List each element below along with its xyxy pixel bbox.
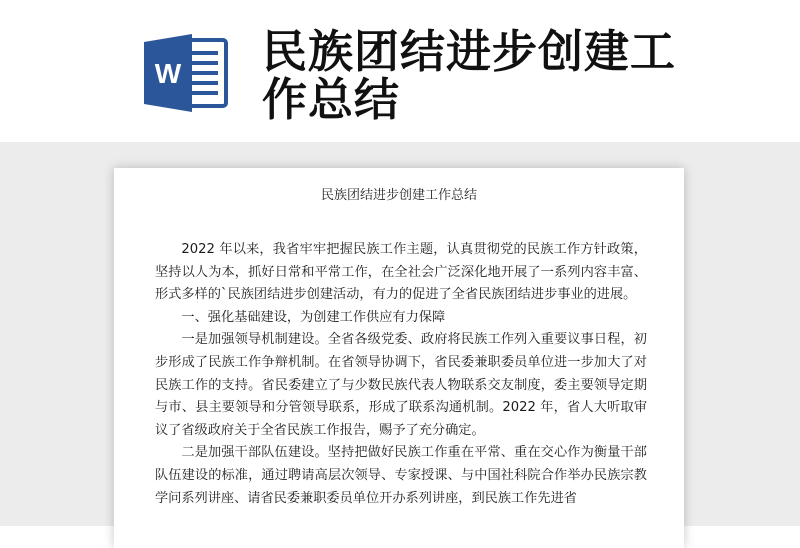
word-document-icon: [142, 32, 230, 114]
paragraph: 一是加强领导机制建设。全省各级党委、政府将民族工作列入重要议事日程，初步形成了民族工作争辩机制。在省领导协调下，省民委兼职委员单位进一步加大了对民族工作的支持。省民委建立了与少数民族代表人物联系交友制度，委主要领导定期与市、县主要领导和分管领导联系，形成了联系沟通机制。2022 年，省人大听取审议了省级政府关于全省民族工作报告，赐予了充分确定。: [155, 332, 647, 438]
word-icon-letter: W: [154, 58, 182, 89]
page-title: 民族团结进步创建工作总结: [262, 25, 677, 126]
document-title: 民族团结进步创建工作总结: [320, 188, 477, 203]
document-body: [155, 239, 647, 510]
section-heading: 一、强化基础建设，为创建工作供应有力保障: [181, 309, 446, 325]
header: [0, 0, 800, 140]
paragraph: 二是加强干部队伍建设。坚持把做好民族工作重在平常、重在交心作为衡量干部队伍建设的标准，通过聘请高层次领导、专家授课、与中国社科院合作举办民族宗教学问系列讲座、请省民委兼职委员单位开办系列讲座，到民族工作先进省: [155, 445, 647, 506]
paragraph: 2022 年以来，我省牢牢把握民族工作主题，认真贯彻党的民族工作方针政策，坚持以人为本，抓好日常和平常工作，在全社会广泛深化地开展了一系列内容丰富、形式多样的`民族团结进步创建活动，有力的促进了全省民族团结进步事业的进展。: [155, 242, 647, 303]
document-page: [114, 168, 684, 548]
